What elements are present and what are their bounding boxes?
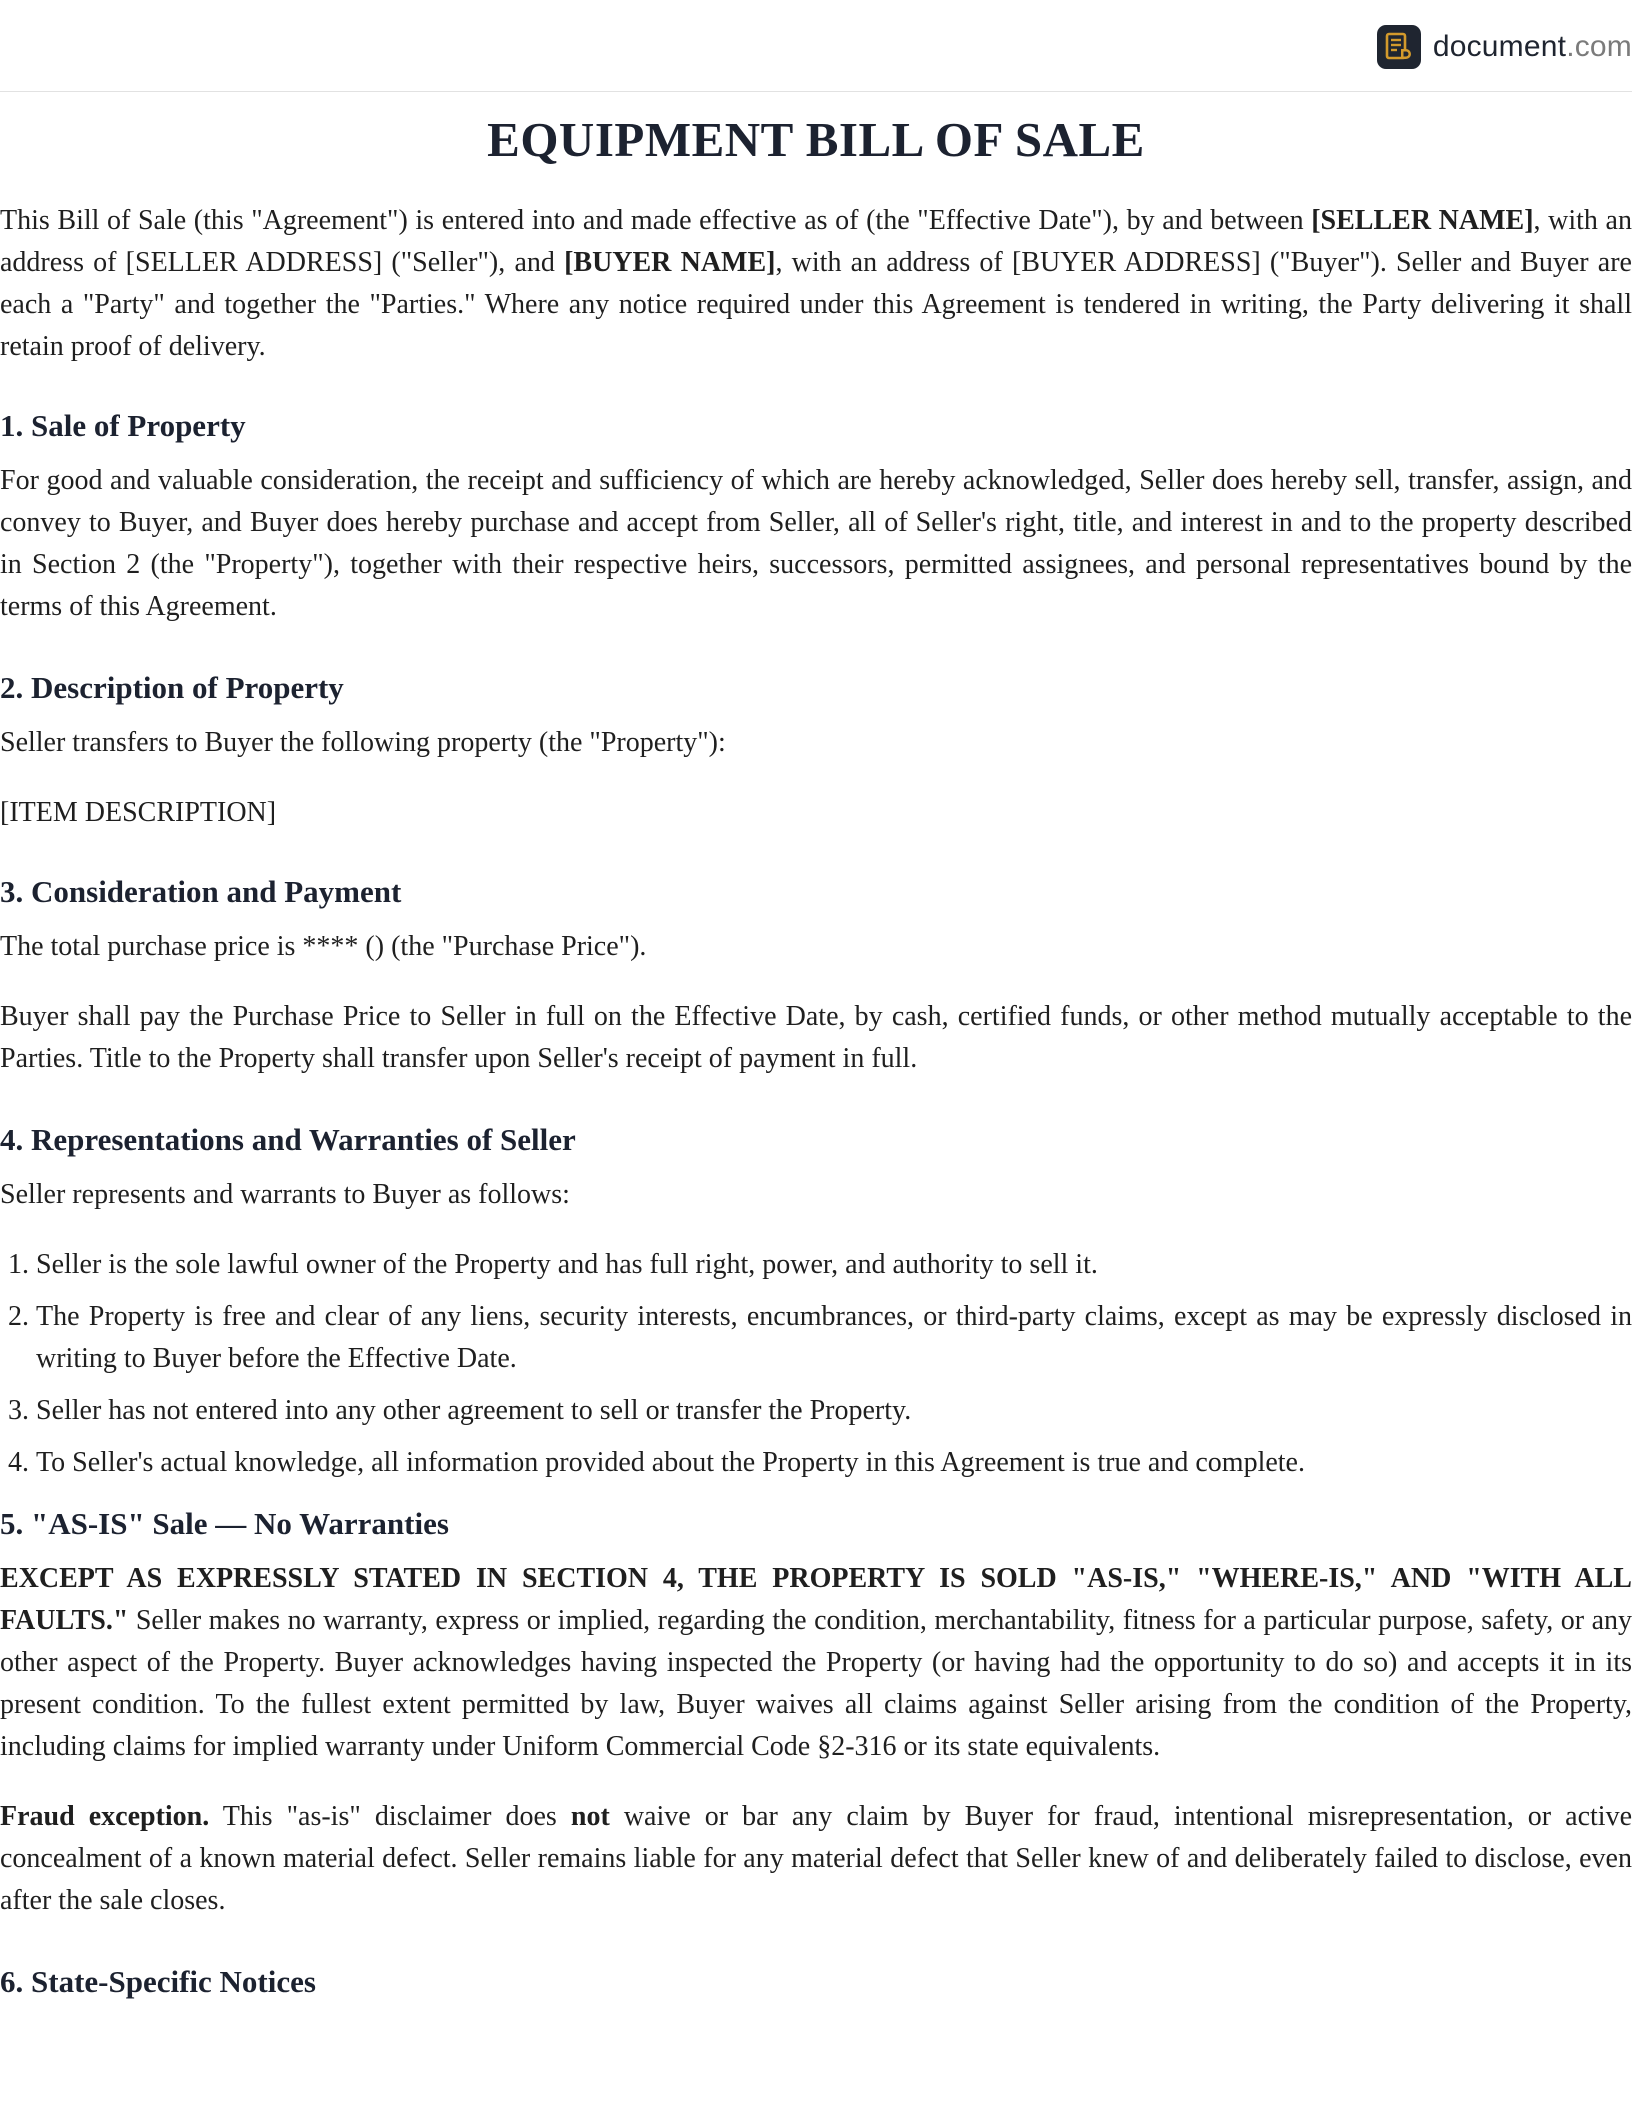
warranties-list xyxy=(0,1244,1632,1484)
brand-name-main: document xyxy=(1432,30,1567,63)
section-6-heading: 6. State-Specific Notices xyxy=(0,1964,316,1999)
fraud-exception-paragraph xyxy=(0,1796,1632,1922)
as-is-disclaimer-lead: EXCEPT AS EXPRESSLY STATED IN SECTION 4, THE PROPERTY IS SOLD "AS-IS," "WHERE-IS," AND "WITH ALL FAULTS." xyxy=(0,1563,1632,1636)
list-item: 3. Seller has not entered into any other agreement to sell or transfer the Property. xyxy=(36,1390,1632,1432)
section-2-body: Seller transfers to Buyer the following property (the "Property"): xyxy=(0,727,726,758)
list-item: 1. Seller is the sole lawful owner of the Property and has full right, power, and authority to sell it. xyxy=(36,1244,1632,1286)
intro-text-2: , with an address of [SELLER ADDRESS] ("Seller"), and xyxy=(0,205,1632,278)
section-5-heading: 5. "AS-IS" Sale — No Warranties xyxy=(0,1506,449,1541)
as-is-disclaimer-text: Seller makes no warranty, express or implied, regarding the condition, merchantability, fitness for a particular purpose, safety, or any other aspect of the Property. Buyer acknowledges having inspected the Property (or having had the opportunity to do so) and accepts it in its present condition. To the fullest extent permitted by law, Buyer waives all claims against Seller arising from the condition of the Property, including claims for implied warranty under Uniform Commercial Code §2-316 or its state equivalents. xyxy=(0,1605,1632,1762)
intro-text-1: This Bill of Sale (this "Agreement") is entered into and made effective as of (the "Effective Date"), by and between xyxy=(0,205,1312,236)
fraud-exception-text-1: This "as-is" disclaimer does xyxy=(209,1801,571,1832)
document-body xyxy=(0,92,1632,2002)
fraud-exception-text-2: waive or bar any claim by Buyer for fraud, intentional misrepresentation, or active concealment of a known material defect. Seller remains liable for any material defect that Seller knew of and deliberately failed to disclose, even after the sale closes. xyxy=(0,1801,1632,1916)
brand[interactable] xyxy=(1377,24,1632,70)
list-item: 4. To Seller's actual knowledge, all information provided about the Property in this Agreement is true and complete. xyxy=(36,1442,1632,1484)
intro-paragraph xyxy=(0,200,1632,368)
section-4-lead: Seller represents and warrants to Buyer as follows: xyxy=(0,1179,570,1210)
purchase-price-text: The total purchase price is **** () (the "Purchase Price"). xyxy=(0,931,647,962)
fraud-exception-not: not xyxy=(570,1801,610,1832)
section-2-heading: 2. Description of Property xyxy=(0,670,344,705)
section-4-heading: 4. Representations and Warranties of Seller xyxy=(0,1122,576,1157)
document-title: EQUIPMENT BILL OF SALE xyxy=(487,112,1145,167)
list-item: 2. The Property is free and clear of any liens, security interests, encumbrances, or third-party claims, except as may be expressly disclosed in writing to Buyer before the Effective Date. xyxy=(36,1296,1632,1380)
buyer-name-placeholder: [BUYER NAME] xyxy=(564,247,776,278)
brand-name xyxy=(1433,30,1632,64)
section-3-heading: 3. Consideration and Payment xyxy=(0,874,402,909)
fraud-exception-label: Fraud exception. xyxy=(0,1801,210,1832)
payment-terms-text: Buyer shall pay the Purchase Price to Seller in full on the Effective Date, by cash, certified funds, or other method mutually acceptable to the Parties. Title to the Property shall transfer upon Seller's receipt of payment in full. xyxy=(0,1001,1632,1074)
section-1-body: For good and valuable consideration, the receipt and sufficiency of which are hereby acknowledged, Seller does hereby sell, transfer, assign, and convey to Buyer, and Buyer does hereby purchase and accept from Seller, all of Seller's right, title, and interest in and to the property described in Section 2 (the "Property"), together with their respective heirs, successors, permitted assignees, and personal representatives bound by the terms of this Agreement. xyxy=(0,465,1632,622)
section-1-heading: 1. Sale of Property xyxy=(0,408,246,443)
top-bar xyxy=(0,0,1632,92)
seller-name-placeholder: [SELLER NAME] xyxy=(1311,205,1534,236)
item-description-placeholder: [ITEM DESCRIPTION] xyxy=(0,797,277,828)
section-5-body xyxy=(0,1558,1632,1768)
document-logo-icon xyxy=(1377,25,1421,69)
brand-name-tld: .com xyxy=(1566,30,1632,63)
intro-text-3: , with an address of [BUYER ADDRESS] ("Buyer"). Seller and Buyer are each a "Party" and together the "Parties." Where any notice required under this Agreement is tendered in writing, the Party delivering it shall retain proof of delivery. xyxy=(0,247,1632,362)
